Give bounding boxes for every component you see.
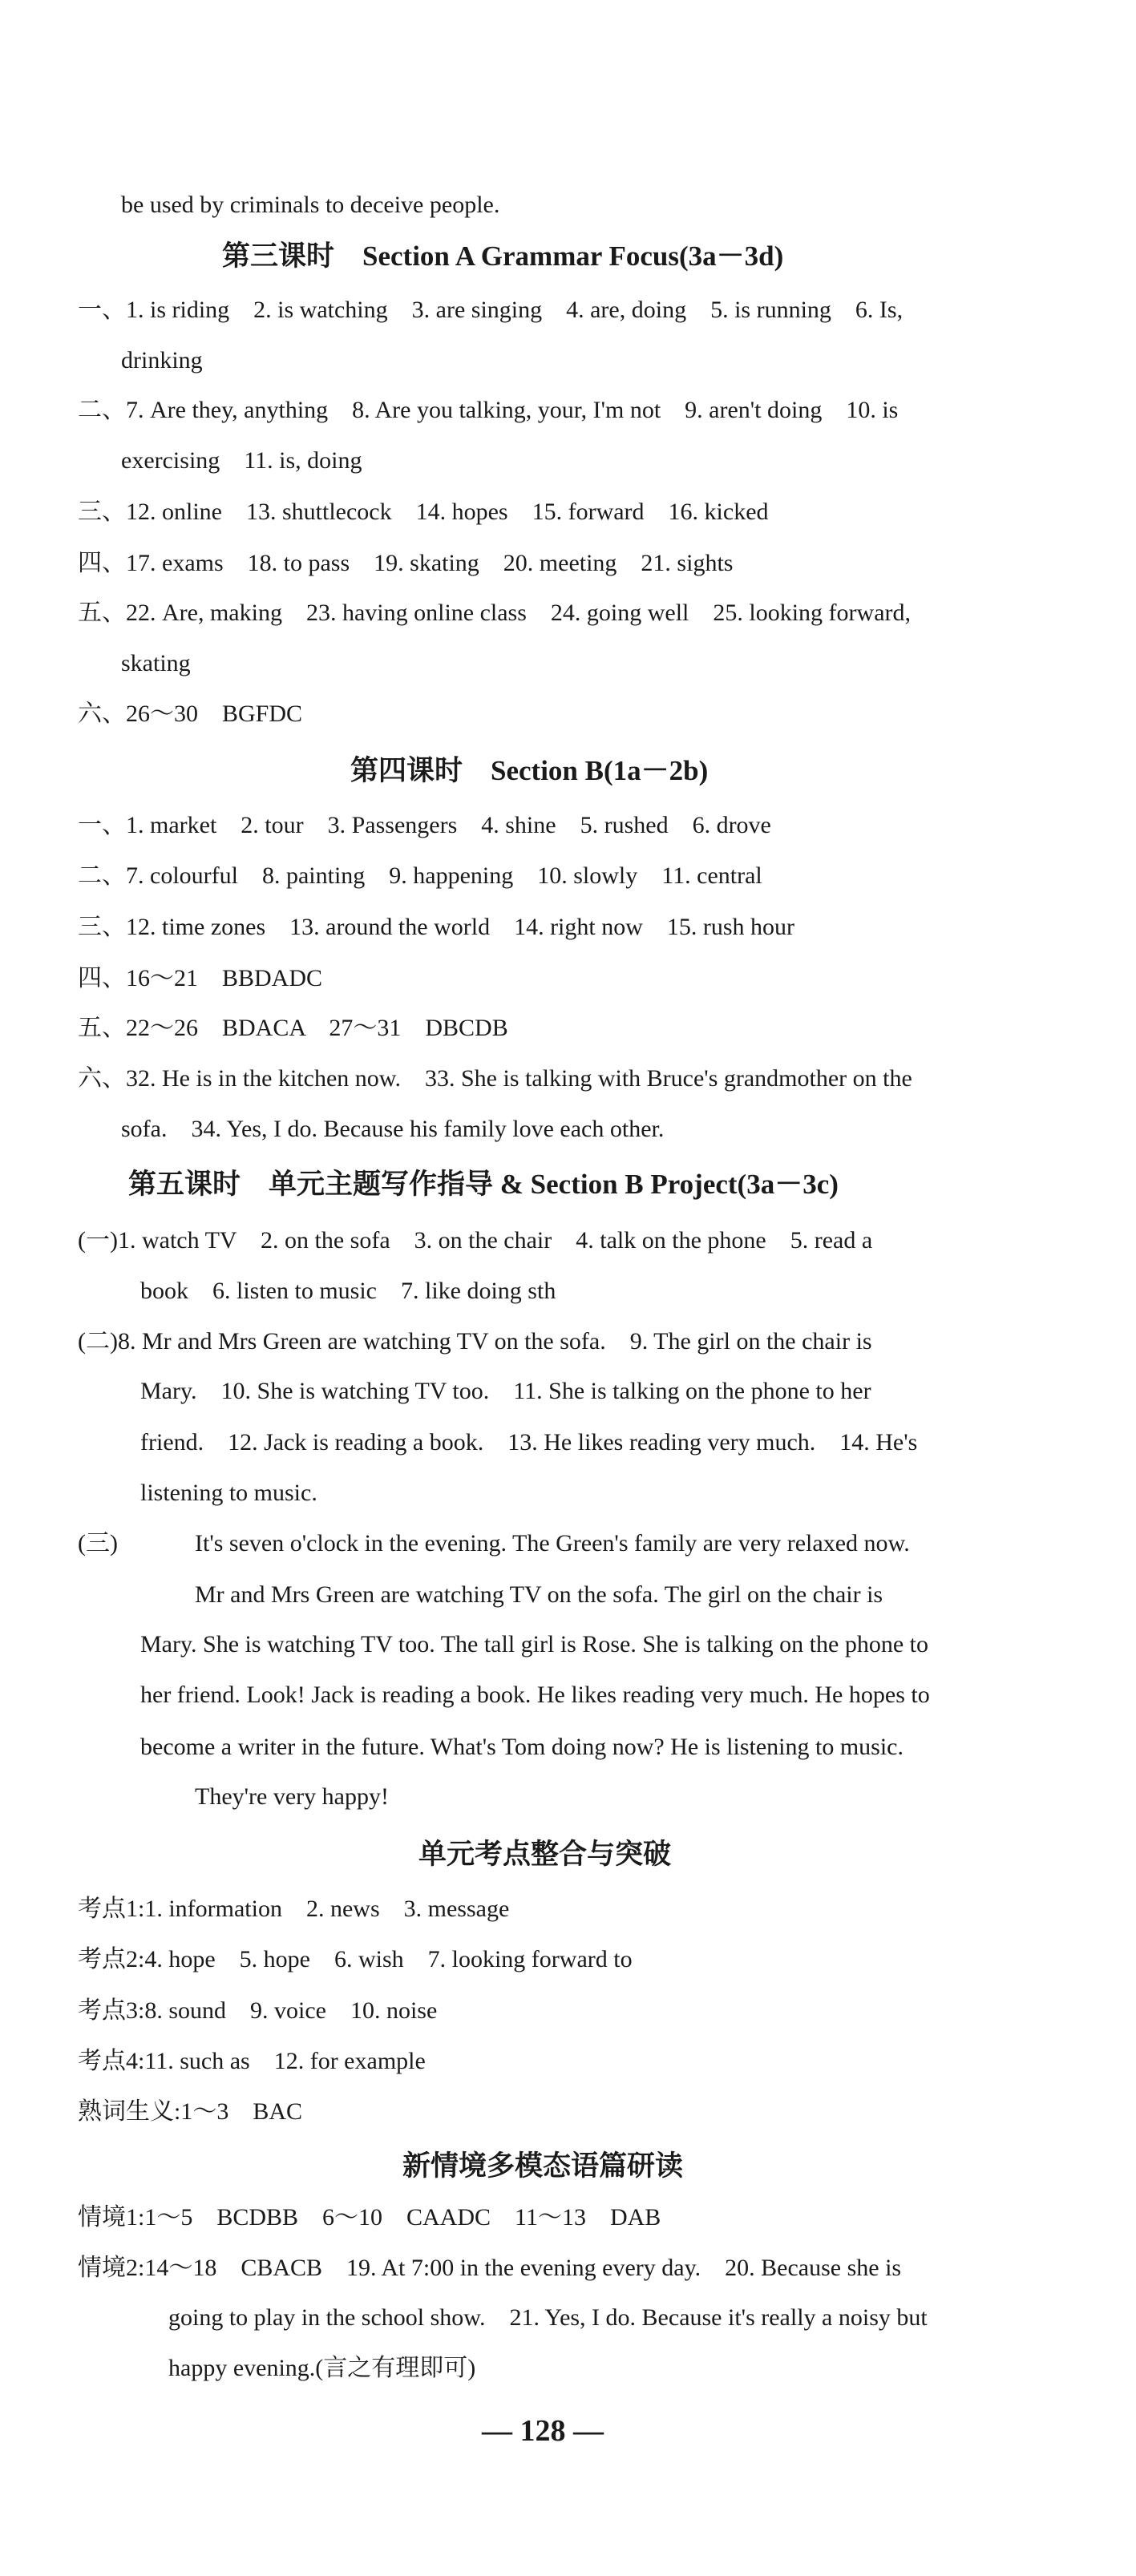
section-heading: 第五课时 单元主题写作指导 & Section B Project(3a－3c) — [128, 1169, 839, 1200]
text-line: (二)8. Mr and Mrs Green are watching TV on the sofa. 9. The girl on the chair is — [78, 1328, 872, 1355]
text-line: 考点1:1. information 2. news 3. message — [78, 1896, 510, 1922]
text-line: 五、22～26 BDACA 27～31 DBCDB — [78, 1015, 508, 1041]
text-line: 五、22. Are, making 23. having online class 24. going well 25. looking forward, — [78, 600, 912, 626]
text-line: 四、17. exams 18. to pass 19. skating 20. meeting 21. sights — [78, 550, 734, 576]
text-line: (一)1. watch TV 2. on the sofa 3. on the chair 4. talk on the phone 5. read a — [78, 1227, 873, 1254]
text-line: Mary. 10. She is watching TV too. 11. She is talking on the phone to her — [140, 1378, 871, 1404]
text-line: her friend. Look! Jack is reading a book. He likes reading very much. He hopes to — [140, 1682, 930, 1708]
text-line: 二、7. Are they, anything 8. Are you talking, your, I'm not 9. aren't doing 10. is — [78, 397, 899, 423]
text-line: 考点2:4. hope 5. hope 6. wish 7. looking forward to — [78, 1946, 633, 1972]
text-line: Mary. She is watching TV too. The tall girl is Rose. She is talking on the phone to — [140, 1631, 928, 1657]
text-line: (三) — [78, 1530, 118, 1557]
text-line: exercising 11. is, doing — [121, 447, 362, 474]
section-heading: 新情境多模态语篇研读 — [402, 2150, 684, 2182]
text-line: going to play in the school show. 21. Yes, I do. Because it's really a noisy but — [168, 2304, 928, 2331]
text-line: be used by criminals to deceive people. — [121, 192, 500, 218]
text-line: 熟词生义:1～3 BAC — [78, 2098, 303, 2125]
text-line: skating — [121, 650, 191, 676]
text-line: book 6. listen to music 7. like doing sth — [140, 1278, 556, 1304]
text-line: 情境1:1～5 BCDBB 6～10 CAADC 11～13 DAB — [78, 2204, 661, 2231]
text-line: 考点4:11. such as 12. for example — [78, 2048, 426, 2074]
text-line: 六、26～30 BGFDC — [78, 701, 303, 727]
text-line: happy evening.(言之有理即可) — [168, 2355, 476, 2381]
text-line: It's seven o'clock in the evening. The Green's family are very relaxed now. — [195, 1530, 910, 1557]
text-line: 三、12. time zones 13. around the world 14. right now 15. rush hour — [78, 914, 795, 940]
text-line: 六、32. He is in the kitchen now. 33. She is talking with Bruce's grandmother on the — [78, 1065, 912, 1092]
section-heading: 第三课时 Section A Grammar Focus(3a－3d) — [222, 240, 784, 272]
text-line: 二、7. colourful 8. painting 9. happening 10. slowly 11. central — [78, 862, 762, 889]
section-heading: 第四课时 Section B(1a－2b) — [350, 755, 709, 786]
text-line: 一、1. market 2. tour 3. Passengers 4. shine 5. rushed 6. drove — [78, 812, 771, 838]
text-line: 情境2:14～18 CBACB 19. At 7:00 in the evening every day. 20. Because she is — [78, 2255, 902, 2281]
text-line: 四、16～21 BBDADC — [78, 965, 323, 991]
text-line: 考点3:8. sound 9. voice 10. noise — [78, 1997, 438, 2024]
text-line: drinking — [121, 347, 203, 373]
text-line: They're very happy! — [195, 1783, 389, 1810]
page-number: — 128 — — [482, 2414, 604, 2448]
text-line: friend. 12. Jack is reading a book. 13. He likes reading very much. 14. He's — [140, 1429, 918, 1456]
text-line: 三、12. online 13. shuttlecock 14. hopes 15. forward 16. kicked — [78, 499, 769, 525]
text-line: listening to music. — [140, 1480, 317, 1506]
text-line: Mr and Mrs Green are watching TV on the sofa. The girl on the chair is — [195, 1581, 883, 1608]
text-line: 一、1. is riding 2. is watching 3. are singing 4. are, doing 5. is running 6. Is, — [78, 297, 904, 323]
text-line: sofa. 34. Yes, I do. Because his family love each other. — [121, 1116, 665, 1142]
section-heading: 单元考点整合与突破 — [418, 1839, 672, 1870]
text-line: become a writer in the future. What's Tom doing now? He is listening to music. — [140, 1734, 904, 1760]
